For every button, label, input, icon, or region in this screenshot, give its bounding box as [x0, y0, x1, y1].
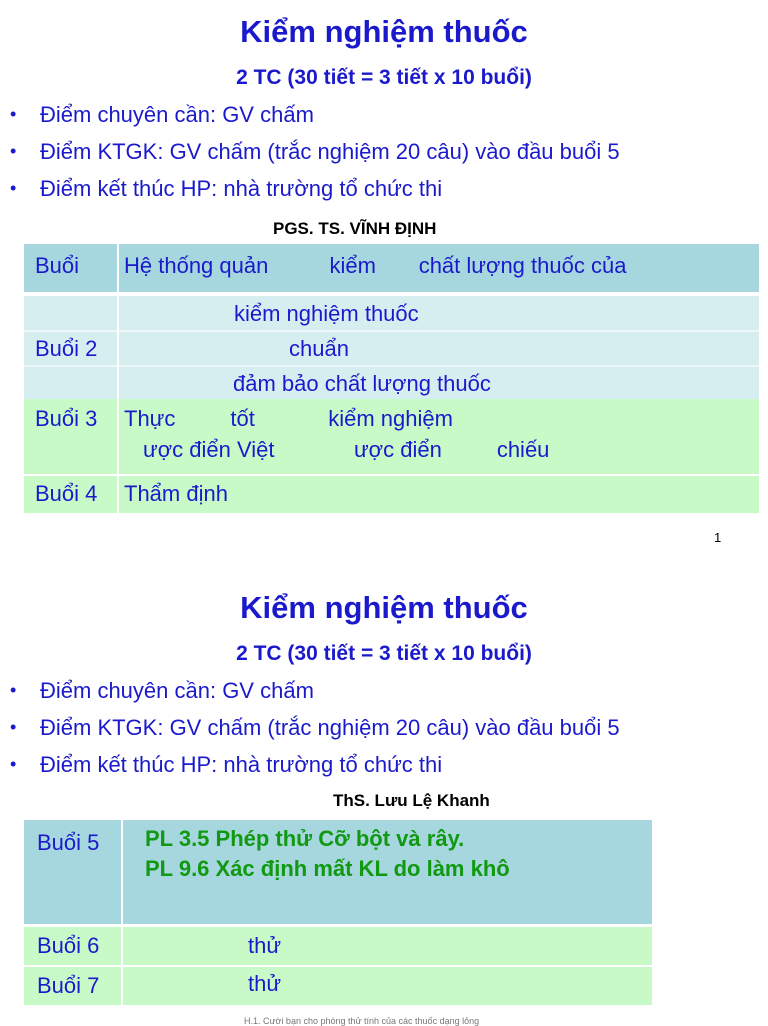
session-cell: Buổi 3 — [35, 406, 98, 431]
figure-caption: H.1. Cười bạn cho phòng thử tính của các thuốc dạng lỏng — [244, 1016, 480, 1026]
table-row — [24, 399, 759, 474]
bullet-item: • Điểm kết thúc HP: nhà trường tổ chức thi — [10, 746, 620, 783]
slide-subtitle: 2 TC (30 tiết = 3 tiết x 10 buổi) — [236, 66, 532, 89]
table-row — [24, 820, 652, 924]
session-cell: Buổi — [35, 253, 80, 278]
slide-2 — [0, 576, 768, 1024]
table-row — [24, 296, 759, 399]
session-cell: Buổi 2 — [35, 336, 98, 361]
bullet-icon: • — [10, 178, 17, 198]
author-name: ThS. Lưu Lệ Khanh — [333, 791, 490, 810]
slide-subtitle: 2 TC (30 tiết = 3 tiết x 10 buổi) — [236, 642, 532, 665]
content-cell: thử — [248, 971, 282, 996]
bullet-item: • Điểm chuyên cần: GV chấm — [10, 96, 620, 133]
table-row — [24, 967, 652, 1005]
row-divider — [24, 365, 759, 367]
bullet-icon: • — [10, 141, 17, 161]
bullet-item: • Điểm chuyên cần: GV chấm — [10, 672, 620, 709]
content-cell: Thực tốt kiểm nghiệm ược điển Việt ược điển chiếu — [124, 406, 550, 462]
content-cell: thử — [248, 933, 282, 958]
column-divider — [117, 244, 119, 513]
slide-title: Kiểm nghiệm thuốc — [240, 14, 528, 49]
table-row — [24, 476, 759, 513]
content-line: PL 3.5 Phép thử Cỡ bột và rây. — [145, 826, 465, 851]
slide-title: Kiểm nghiệm thuốc — [240, 590, 528, 625]
content-cell: Hệ thống quản kiểm chất lượng thuốc của — [124, 253, 627, 278]
bullet-icon: • — [10, 104, 17, 124]
session-cell: Buổi 5 — [37, 830, 100, 855]
author-name: PGS. TS. VĨNH ĐỊNH — [273, 219, 437, 238]
table-row — [24, 244, 759, 292]
session-cell: Buổi 4 — [35, 481, 98, 506]
content-cell: Thẩm định — [124, 481, 228, 506]
content-line: PL 9.6 Xác định mất KL do làm khô — [145, 856, 510, 881]
bullet-icon: • — [10, 754, 17, 774]
content-cell: kiểm nghiệm thuốc chuẩn đảm bảo chất lượng thuốc — [233, 301, 491, 396]
bullet-list — [10, 96, 620, 207]
column-divider — [121, 820, 123, 1005]
bullet-item: • Điểm KTGK: GV chấm (trắc nghiệm 20 câu) vào đầu buổi 5 — [10, 709, 620, 746]
bullet-item: • Điểm KTGK: GV chấm (trắc nghiệm 20 câu) vào đầu buổi 5 — [10, 133, 620, 170]
table-row — [24, 927, 652, 965]
session-cell: Buổi 6 — [37, 933, 100, 958]
row-divider — [24, 330, 759, 332]
page-number: 1 — [714, 530, 722, 545]
bullet-icon: • — [10, 717, 17, 737]
session-cell: Buổi 7 — [37, 973, 100, 998]
bullet-list — [10, 672, 620, 783]
bullet-icon: • — [10, 680, 17, 700]
bullet-item: • Điểm kết thúc HP: nhà trường tổ chức thi — [10, 170, 620, 207]
